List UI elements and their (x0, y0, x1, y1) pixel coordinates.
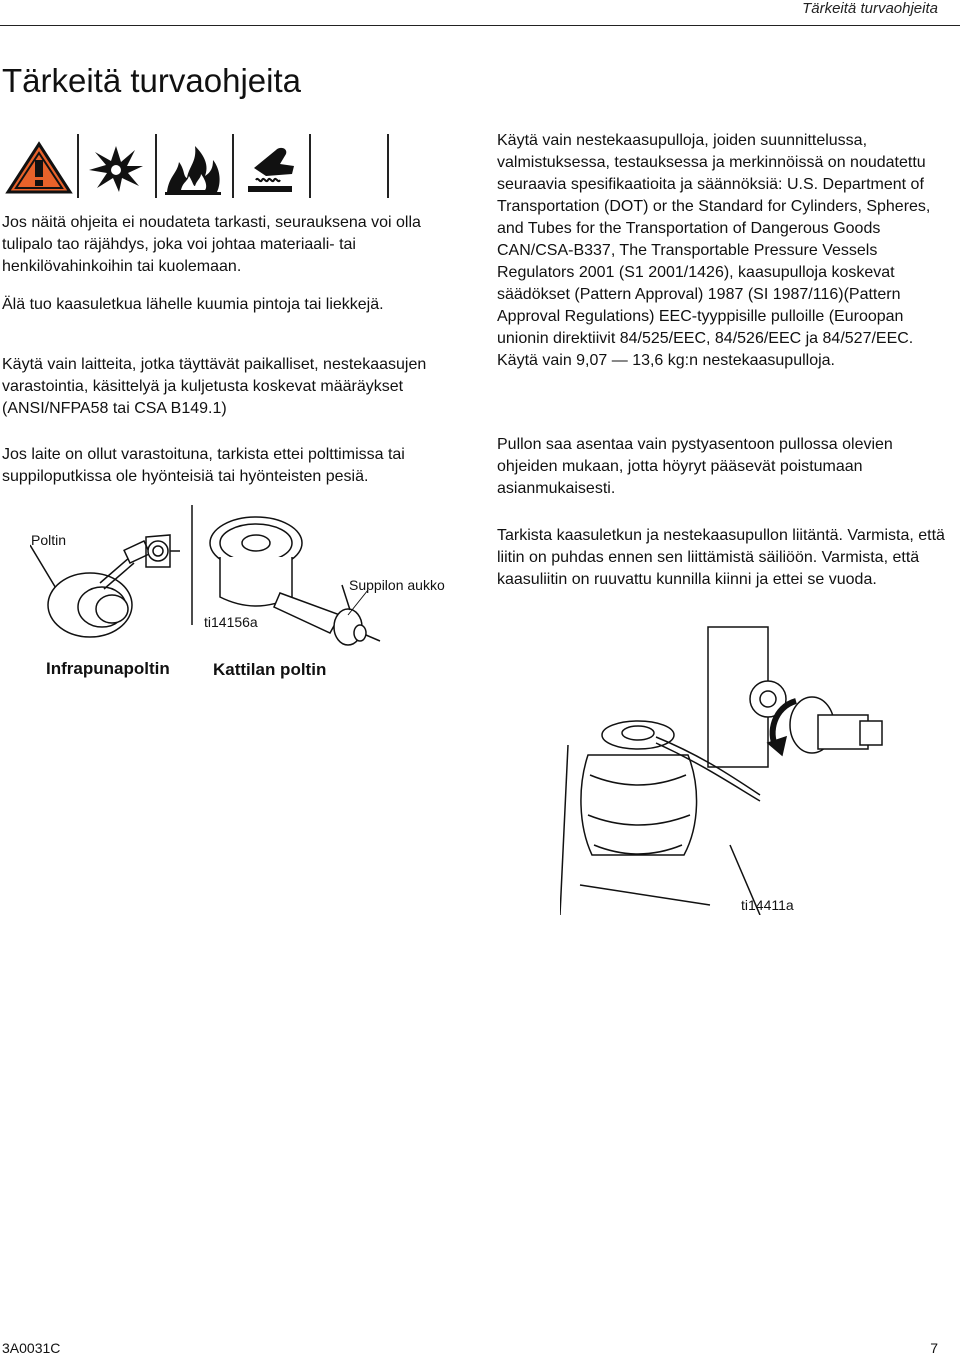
hot-surface-icon (236, 140, 306, 196)
burner-figure-ref: ti14156a (204, 614, 258, 630)
hot-surface-icon-cell (234, 134, 311, 198)
infrared-burner-caption: Infrapunapoltin (46, 659, 170, 678)
explosion-icon-cell (79, 134, 156, 198)
warning-icon-row (2, 134, 464, 198)
explosion-icon (81, 140, 151, 196)
cylinder-figure-ref: ti14411a (741, 897, 794, 913)
doc-number: 3A0031C (2, 1340, 61, 1356)
burner-label: Poltin (31, 532, 67, 548)
pot-burner-drawing (210, 517, 380, 645)
funnel-opening-label: Suppilon aukko (349, 577, 445, 593)
upright-paragraph: Pullon saa asentaa vain pystyasentoon pullossa olevien ohjeiden mukaan, jotta höyryt pääsevät poistumaan asianmukaisesti. (497, 436, 893, 497)
fire-icon (159, 140, 229, 196)
connection-paragraph: Tarkista kaasuletkun ja nestekaasupullon liitäntä. Varmista, että liitin on puhdas ennen sen liittämistä säiliöön. Varmista, että kaasuliitin on ruuvattu kunnilla kiinni ja ettei se vuoda. (497, 527, 945, 588)
burner-illustration (30, 505, 460, 655)
fire-icon-cell (157, 134, 234, 198)
warning-triangle-icon (4, 140, 74, 196)
cylinder-spec-paragraph: Käytä vain nestekaasupulloja, joiden suunnittelussa, valmistuksessa, testauksessa ja merkinnöissä on noudatettu seuraavia spesifikaatioita ja säännöksiä: U.S. Department of Transportation (DOT) or the Standard for Cylinders, Spheres, and Tubes for the Transportation of Dangerous Goods CAN/CSA-B337, The Transportable Pressure Vessels Regulators 2001 (S1 2001/1426), kaasupulloja koskevat säädökset (Pattern Approval) 1987 (SI 1987/116)(Pattern Approval Regulations) EEC-tyyppisille pulloille (Euroopan unionin direktiivit 84/525/EEC, 84/526/EEC ja 84/527/EEC. Käytä vain 9,07 — 13,6 kg:n nestekaasupulloja. (497, 132, 931, 369)
cylinder-connection-illustration (560, 625, 890, 915)
empty-icon-cell (311, 134, 388, 198)
page-number: 7 (930, 1340, 938, 1356)
header-rule (0, 25, 960, 26)
regulations-paragraph: Käytä vain laitteita, jotka täyttävät paikalliset, nestekaasujen varastointia, käsittelyä ja kuljetusta koskevat määräykset (ANSI/NFPA58 tai CSA B149.1) (2, 356, 427, 417)
insects-paragraph: Jos laite on ollut varastoituna, tarkista ettei polttimissa tai suppiloputkissa ole hyönteisiä tai hyönteisten pesiä. (2, 446, 405, 485)
empty-icon-cell (389, 134, 464, 198)
warning-triangle-icon-cell (2, 134, 79, 198)
pot-burner-caption: Kattilan poltin (213, 660, 327, 679)
infrared-burner-drawing (30, 535, 180, 637)
page-title: Tärkeitä turvaohjeita (2, 62, 301, 99)
running-header: Tärkeitä turvaohjeita (802, 0, 938, 17)
hose-paragraph: Älä tuo kaasuletkua lähelle kuumia pintoja tai liekkejä. (2, 296, 384, 313)
warning-paragraph: Jos näitä ohjeita ei noudateta tarkasti, seurauksena voi olla tulipalo tao räjähdys, joka voi johtaa materiaali- tai henkilövahinkoihin tai kuolemaan. (2, 214, 421, 275)
